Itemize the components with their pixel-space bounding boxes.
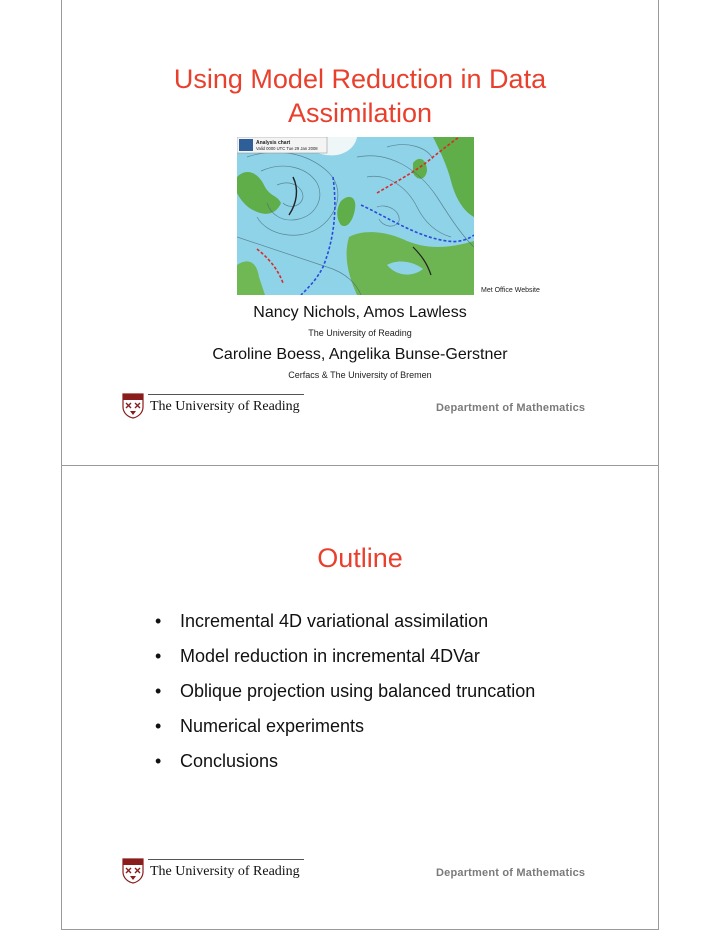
map-header-line-1: Analysis chart	[256, 140, 291, 146]
affiliation-primary: The University of Reading	[308, 328, 412, 338]
slide-footer	[62, 856, 658, 890]
slide-footer	[62, 391, 658, 425]
title-slide	[62, 0, 658, 465]
weather-map-image	[237, 137, 474, 295]
list-item-text: Incremental 4D variational assimilation	[180, 611, 489, 631]
list-item	[155, 715, 535, 750]
list-item	[155, 610, 535, 645]
bullet-icon: •	[155, 716, 162, 736]
title-line-1: Using Model Reduction in Data	[173, 64, 547, 94]
department-name: Department of Mathematics	[436, 867, 586, 879]
image-credit: Met Office Website	[481, 287, 540, 294]
university-name: The University of Reading	[150, 399, 300, 414]
slide-title	[62, 62, 658, 130]
outline-slide	[62, 466, 658, 930]
list-item	[155, 750, 535, 785]
outline-title: Outline	[317, 543, 403, 573]
list-item-text: Model reduction in incremental 4DVar	[180, 646, 480, 666]
authors-secondary: Caroline Boess, Angelika Bunse-Gerstner	[212, 346, 508, 363]
affiliation-secondary: Cerfacs & The University of Bremen	[288, 370, 432, 380]
bullet-icon: •	[155, 681, 162, 701]
list-item-text: Conclusions	[180, 751, 279, 771]
list-item	[155, 680, 535, 715]
footer-rule	[148, 859, 304, 860]
map-header-line-2: Valid 0000 UTC Tue 29 Jan 2008	[256, 146, 318, 151]
footer-rule	[148, 394, 304, 395]
bullet-icon: •	[155, 751, 162, 771]
university-name: The University of Reading	[150, 864, 300, 879]
authors-primary: Nancy Nichols, Amos Lawless	[253, 304, 467, 321]
university-crest-icon	[122, 393, 144, 419]
list-item	[155, 645, 535, 680]
department-name: Department of Mathematics	[436, 402, 586, 414]
weather-analysis-chart	[237, 137, 474, 295]
title-line-2: Assimilation	[287, 98, 433, 128]
university-crest-icon	[122, 858, 144, 884]
outline-list	[155, 610, 535, 785]
list-item-text: Oblique projection using balanced truncation	[180, 681, 536, 701]
bullet-icon: •	[155, 646, 162, 666]
list-item-text: Numerical experiments	[180, 716, 365, 736]
bullet-icon: •	[155, 611, 162, 631]
